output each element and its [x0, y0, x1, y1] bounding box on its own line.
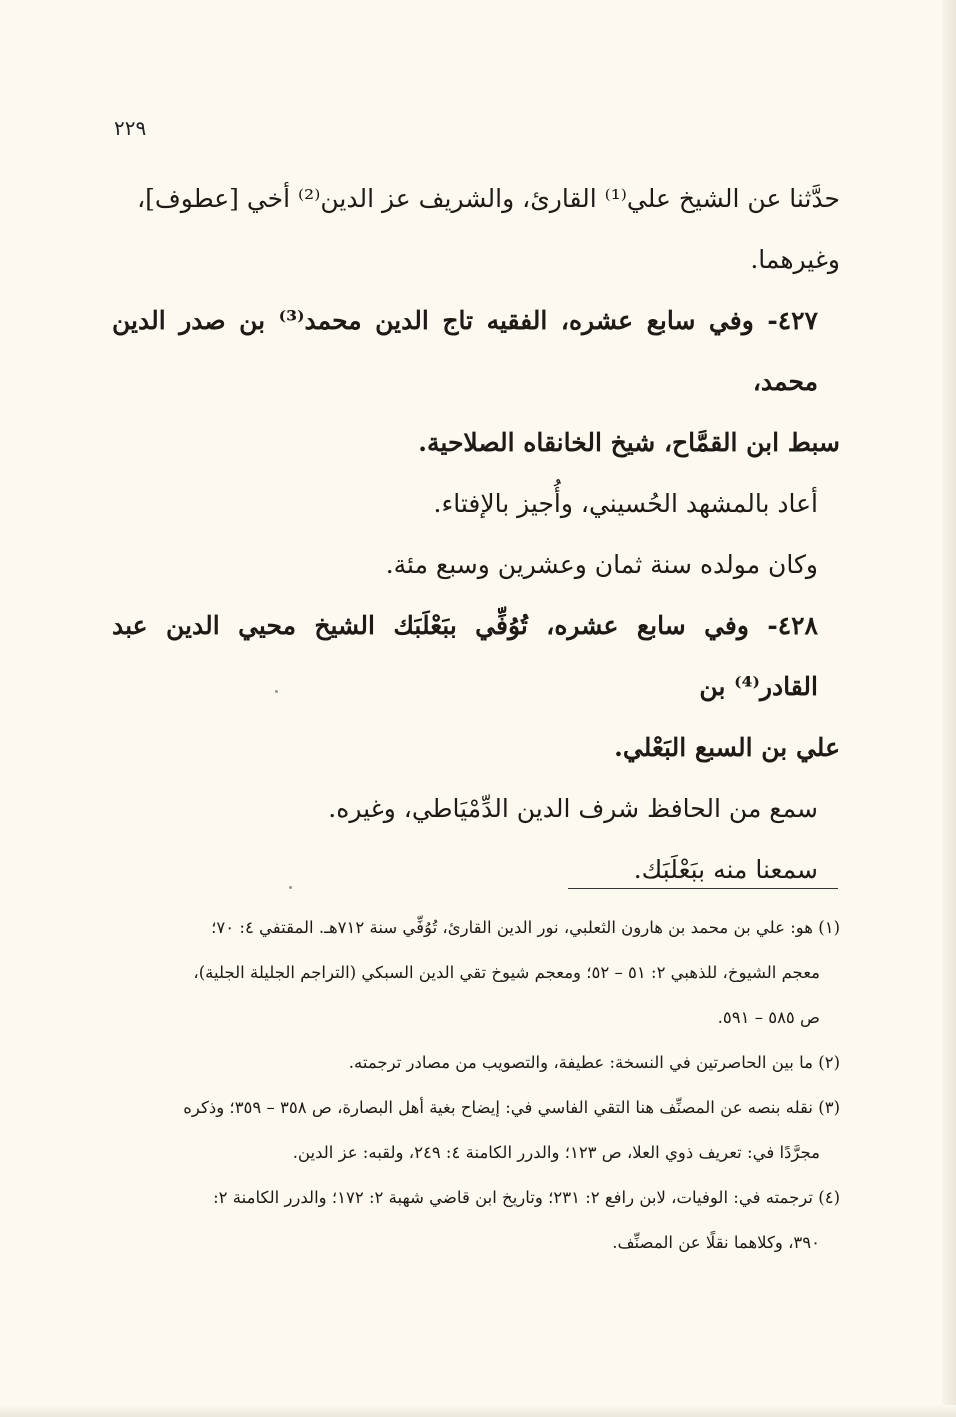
text-line: حدَّثنا عن الشيخ علي⁽¹⁾ القارئ، والشريف عز الدين⁽²⁾ أخي [عطوف]،	[137, 184, 840, 213]
page-edge-shadow	[942, 0, 956, 1417]
footnote-3: (٣) نقله بنصه عن المصنِّف هنا التقي الفاسي في: إيضاح بغية أهل البصارة، ص ٣٥٨ – ٣٥٩؛ وذكره	[183, 1098, 840, 1117]
footnote-2: (٢) ما بين الحاصرتين في النسخة: عطيفة، والتصويب من مصادر ترجمته.	[348, 1053, 840, 1072]
entry-427-heading-cont: سبط ابن القمَّاح، شيخ الخانقاه الصلاحية.	[418, 428, 840, 457]
footnote-4-cont: ٣٩٠، وكلاهما نقلًا عن المصنِّف.	[612, 1233, 820, 1252]
footnote-1-cont: ص ٥٨٥ – ٥٩١.	[717, 1008, 820, 1027]
footnote-separator	[568, 888, 838, 889]
entry-427-heading: ٤٢٧- وفي سابع عشره، الفقيه تاج الدين محمد⁽³⁾ بن صدر الدين محمد،	[112, 306, 818, 396]
footnote-1: (١) هو: علي بن محمد بن هارون الثعلبي، نور الدين القارئ، تُوُفِّي سنة ٧١٢هـ. المقتفي ٤: ٧٠؛	[211, 918, 840, 937]
main-text	[112, 168, 840, 900]
entry-428-heading: ٤٢٨- وفي سابع عشره، تُوُفِّي ببَعْلَبَك الشيخ محيي الدين عبد القادر⁽⁴⁾ بن	[112, 611, 818, 701]
footnote-3-cont: مجرَّدًا في: تعريف ذوي العلا، ص ١٢٣؛ والدرر الكامنة ٤: ٢٤٩، ولقبه: عز الدين.	[292, 1143, 820, 1162]
footnotes	[112, 905, 840, 1265]
entry-428-paragraph: سمع من الحافظ شرف الدين الدِّمْيَاطي، وغيره.	[328, 794, 818, 823]
entry-427-paragraph: وكان مولده سنة ثمان وعشرين وسبع مئة.	[385, 550, 818, 579]
entry-428-heading-cont: علي بن السبع البَعْلي.	[614, 733, 840, 762]
page-number: ٢٢٩	[114, 116, 147, 140]
footnote-1-cont: معجم الشيوخ، للذهبي ٢: ٥١ – ٥٢؛ ومعجم شيوخ تقي الدين السبكي (التراجم الجليلة الجلية)،	[193, 963, 820, 982]
text-line: وغيرهما.	[750, 245, 840, 274]
entry-428-paragraph: سمعنا منه ببَعْلَبَك.	[633, 855, 818, 884]
page-bottom-edge	[0, 1405, 956, 1417]
footnote-4: (٤) ترجمته في: الوفيات، لابن رافع ٢: ٢٣١؛ وتاريخ ابن قاضي شهبة ٢: ١٧٢؛ والدرر الكامنة ٢:	[213, 1188, 840, 1207]
entry-427-paragraph: أعاد بالمشهد الحُسيني، وأُجيز بالإفتاء.	[433, 489, 818, 518]
